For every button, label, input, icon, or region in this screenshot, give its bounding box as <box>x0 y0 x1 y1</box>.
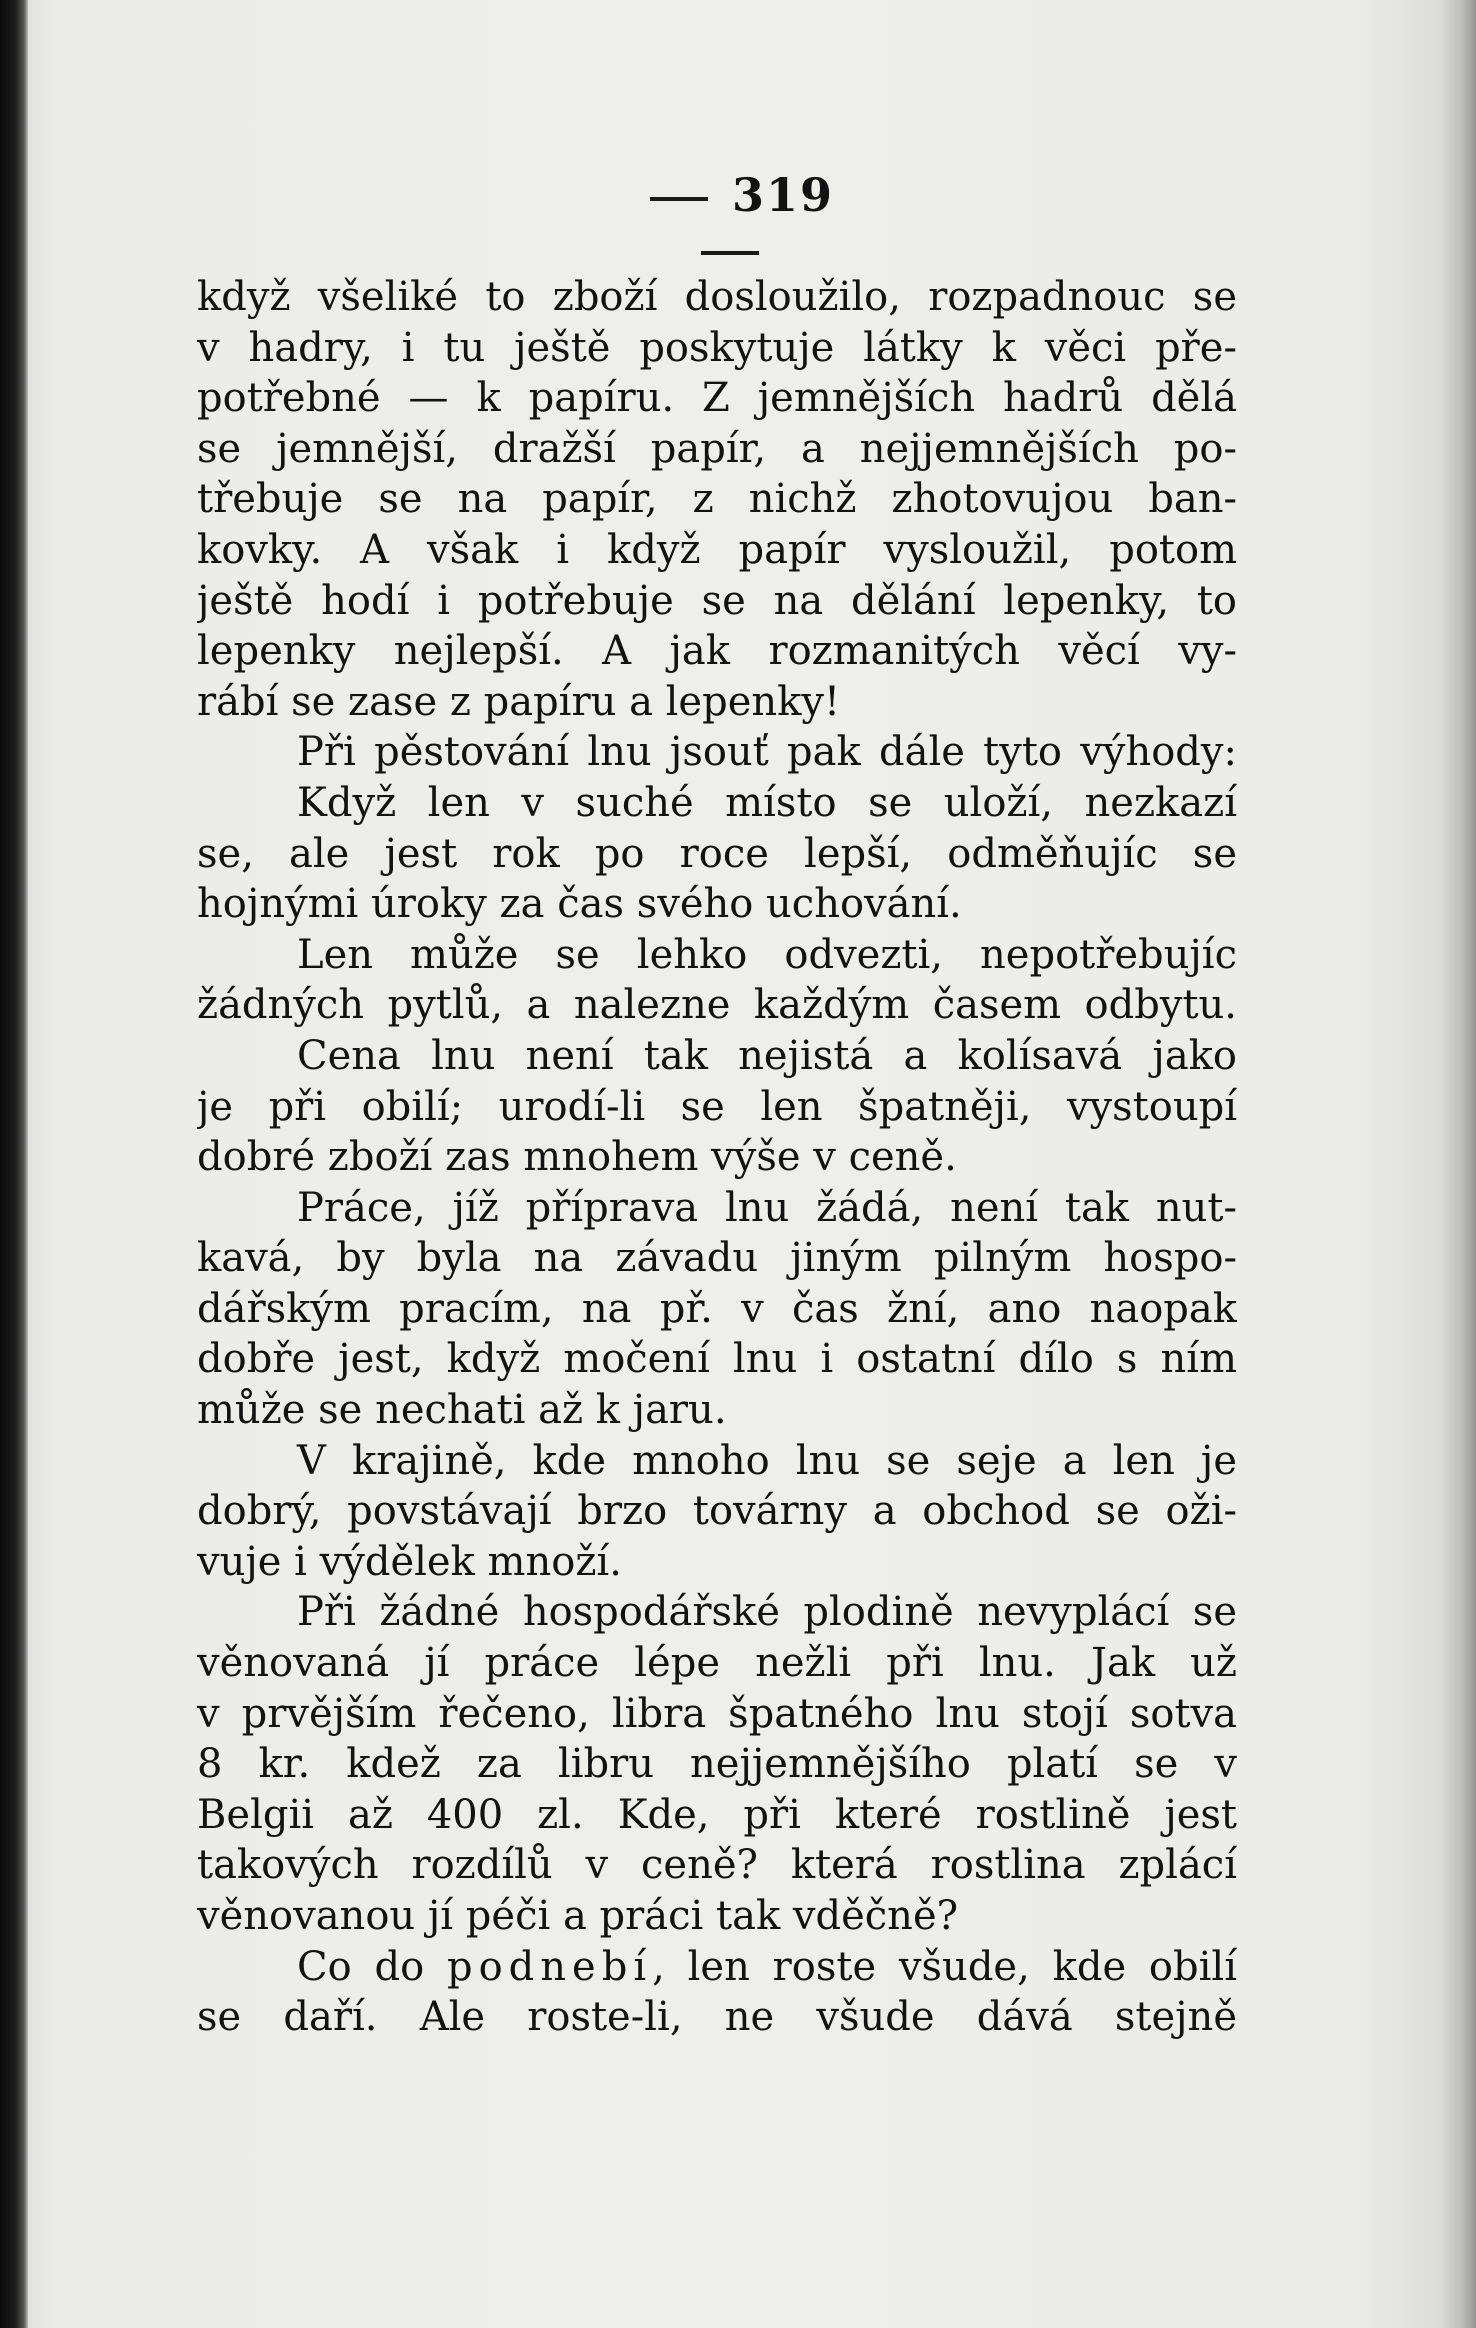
text-line: kovky. A však i když papír vysloužil, potom <box>197 526 1237 573</box>
text-line: takových rozdílů v ceně? která rostlina zplácí <box>197 1842 1237 1889</box>
text-line: věnovanou jí péči a práci tak vděčně? <box>197 1893 959 1939</box>
text-line: vuje i výdělek množí. <box>197 1538 622 1585</box>
body-text <box>197 272 1237 2043</box>
page-edge-shadow <box>1440 0 1476 2328</box>
text-line: kavá, by byla na závadu jiným pilným hospo- <box>197 1235 1237 1282</box>
text-line: v hadry, i tu ještě poskytuje látky k věci pře- <box>197 324 1237 371</box>
text-line: se daří. Ale roste-li, ne všude dává stejně <box>197 1994 1237 2041</box>
page-number-dash-left <box>650 197 708 201</box>
spaced-word: podnebí <box>446 1943 653 1990</box>
text-line: ještě hodí i potřebuje se na dělání lepenky, to <box>197 577 1237 624</box>
text-line: V krajině, kde mnoho lnu se seje a len je <box>297 1437 1237 1484</box>
binding-edge <box>0 0 28 2328</box>
text-line-emphasis <box>197 1942 1237 1993</box>
text-line: dářským pracím, na př. v čas žní, ano naopak <box>197 1285 1237 1332</box>
text-line: se, ale jest rok po roce lepší, odměňujíc se <box>197 830 1237 877</box>
text-line: dobré zboží zas mnohem výše v ceně. <box>197 1134 957 1181</box>
text-line: hojnými úroky za čas svého uchování. <box>197 881 962 928</box>
text-line: je při obilí; urodí-li se len špatněji, vystoupí <box>197 1083 1237 1130</box>
text-line: potřebné — k papíru. Z jemnějších hadrů dělá <box>197 375 1237 422</box>
text-line: dobře jest, když močení lnu i ostatní dílo s ním <box>197 1336 1237 1383</box>
text-line: Belgii až 400 zl. Kde, při které rostlině jest <box>197 1791 1237 1838</box>
text-line: žádných pytlů, a nalezne každým časem odbytu. <box>197 982 1237 1029</box>
text-line: Len může se lehko odvezti, nepotřebujíc <box>297 931 1237 978</box>
text-span: Co do <box>297 1943 447 1990</box>
text-line: Když len v suché místo se uloží, nezkazí <box>297 779 1237 826</box>
page-number-dash-right <box>701 251 759 255</box>
text-line: se jemnější, dražší papír, a nejjemnějších po- <box>197 425 1237 472</box>
text-line: třebuje se na papír, z nichž zhotovujou ban- <box>197 476 1237 523</box>
text-line: věnovaná jí práce lépe nežli při lnu. Jak už <box>197 1640 1237 1687</box>
page-number <box>580 168 880 276</box>
text-span: , len roste všude, kde obilí <box>652 1943 1237 1990</box>
page-number-value: 319 <box>731 168 835 222</box>
text-line: může se nechati až k jaru. <box>197 1387 727 1434</box>
text-line: když všeliké to zboží dosloužilo, rozpadnouc se <box>197 274 1237 320</box>
text-line: Při pěstování lnu jsouť pak dále tyto výhody: <box>297 729 1237 776</box>
text-line: Při žádné hospodářské plodině nevyplácí se <box>297 1589 1237 1636</box>
text-line: Cena lnu není tak nejistá a kolísavá jako <box>297 1032 1237 1079</box>
text-line: lepenky nejlepší. A jak rozmanitých věcí vy- <box>197 628 1237 675</box>
text-line: rábí se zase z papíru a lepenky! <box>197 678 841 725</box>
text-line: Práce, jíž příprava lnu žádá, není tak nut- <box>297 1184 1237 1231</box>
text-line: v prvějším řečeno, libra špatného lnu stojí sotva <box>197 1690 1237 1737</box>
text-line: 8 kr. kdež za libru nejjemnějšího platí se v <box>197 1741 1237 1788</box>
text-line: dobrý, povstávají brzo továrny a obchod se oži- <box>197 1488 1237 1535</box>
